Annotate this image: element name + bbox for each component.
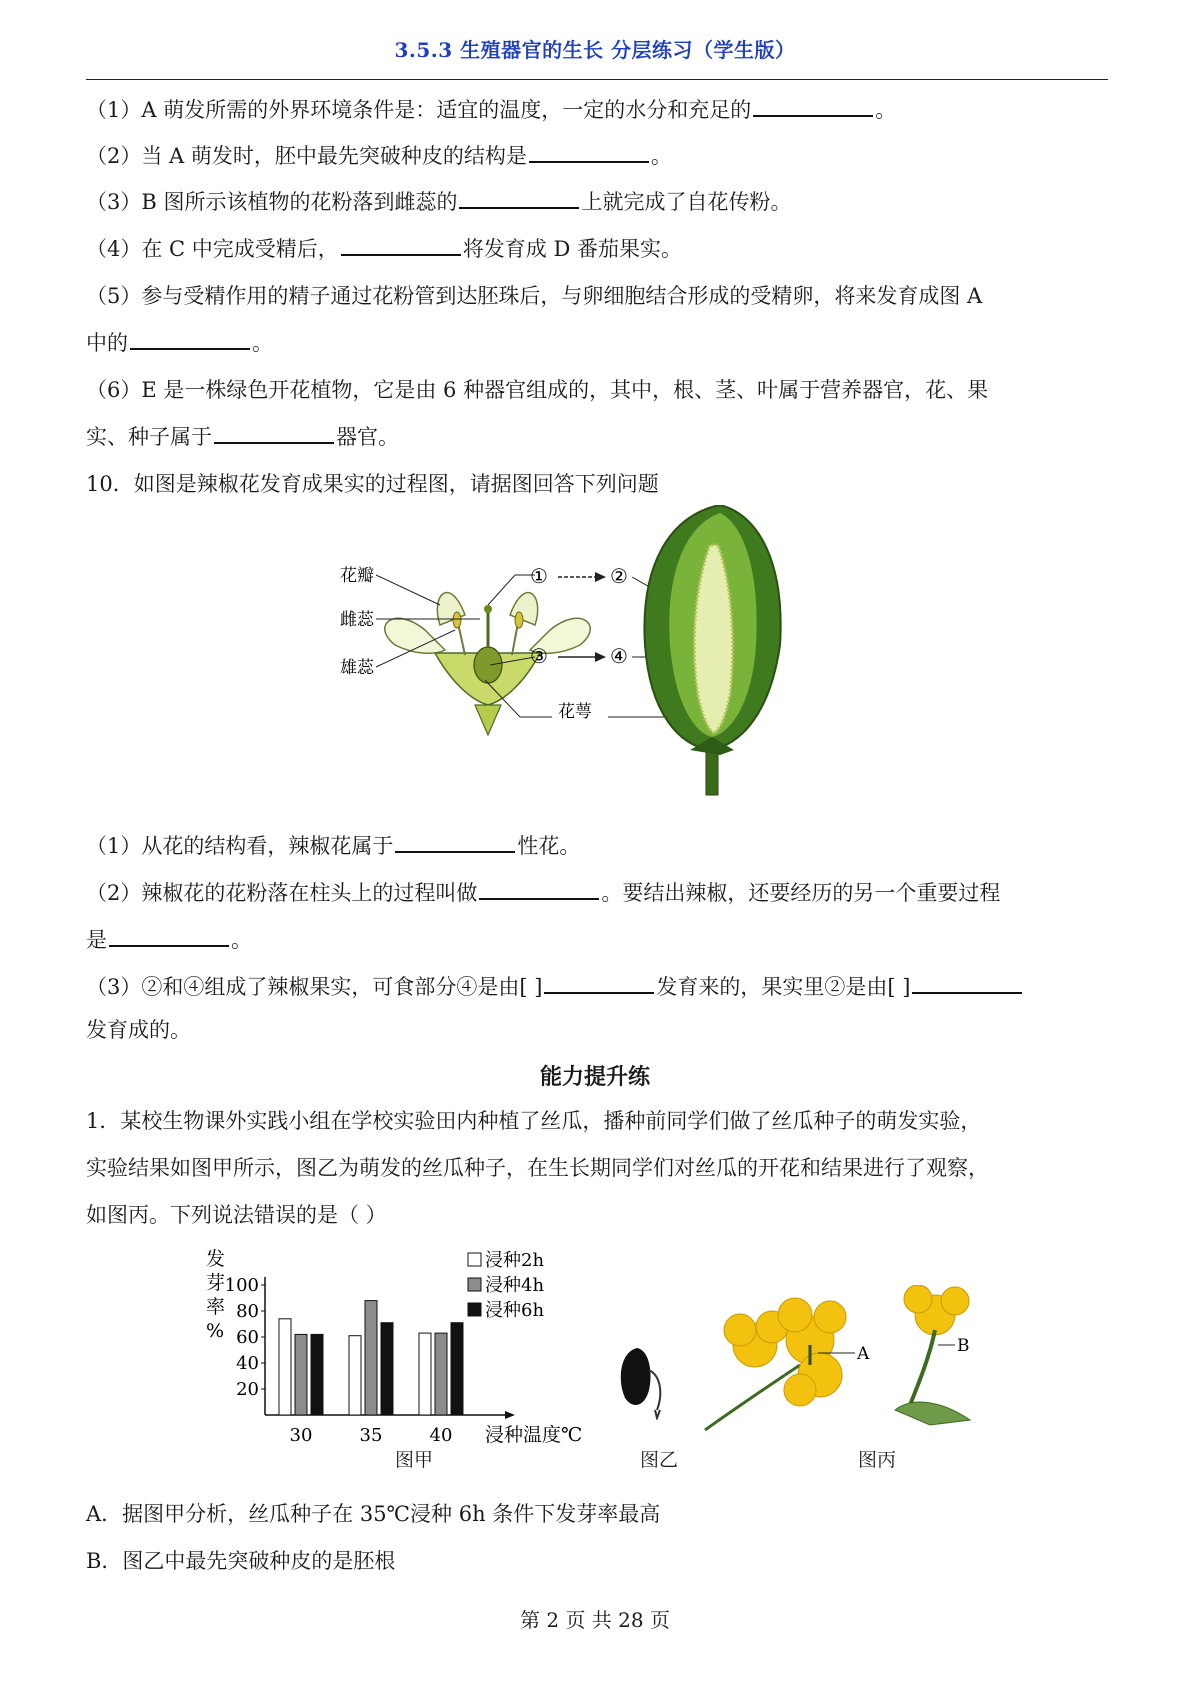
- label-pistil: 雌蕊: [340, 610, 374, 630]
- q9-item-1-text: （1）A 萌发所需的外界环境条件是：适宜的温度，一定的水分和充足的: [86, 98, 752, 122]
- pepper-diagram-svg: [340, 505, 860, 805]
- chart-ylabel: [206, 1248, 225, 1342]
- pepper-fruit-illustration: [644, 505, 780, 795]
- germinating-seed-illustration: [615, 1340, 675, 1420]
- chart-legend-label: 浸种2h: [485, 1250, 545, 1271]
- chart-bar: [349, 1336, 361, 1415]
- p1-stem-line-1: [86, 1106, 1108, 1136]
- chart-bars: [279, 1301, 463, 1415]
- q9-item-6-text: （6）E 是一株绿色开花植物，它是由 6 种器官组成的，其中，根、茎、叶属于营养器官，花、果: [86, 378, 989, 402]
- answer-blank[interactable]: [341, 234, 461, 256]
- q10-stem: [86, 469, 1108, 499]
- q10-item-1-text: （1）从花的结构看，辣椒花属于: [86, 834, 394, 858]
- chart-bar: [451, 1323, 463, 1415]
- q10-item-2-mid: 。要结出辣椒，还要经历的另一个重要过程: [601, 881, 1001, 905]
- chart-xtick-label: 35: [359, 1425, 383, 1446]
- seed-figure: [615, 1340, 675, 1420]
- fig-bing-caption: 图丙: [858, 1449, 897, 1471]
- p1-stem-2: 实验结果如图甲所示，图乙为萌发的丝瓜种子，在生长期同学们对丝瓜的开花和结果进行了观察，: [86, 1156, 989, 1180]
- label-sepal: 花萼: [558, 702, 592, 722]
- option-a[interactable]: [86, 1499, 660, 1529]
- header-divider: [86, 79, 1108, 80]
- germination-chart-svg: [200, 1245, 620, 1475]
- chart-ytick-label: 20: [236, 1379, 259, 1400]
- q10-item-3-end: 发育成的。: [86, 1018, 191, 1042]
- chart-bar: [419, 1333, 431, 1415]
- chart-ytick-label: 100: [224, 1275, 259, 1296]
- chart-bar: [381, 1323, 393, 1415]
- chart-legend-label: 浸种4h: [485, 1275, 545, 1296]
- q9-item-5-cont: [86, 328, 1108, 358]
- answer-blank[interactable]: [529, 141, 649, 163]
- answer-blank[interactable]: [459, 187, 579, 209]
- q9-item-5-cont-text: 中的: [86, 331, 128, 355]
- q9-item-3-text: （3）B 图所示该植物的花粉落到雌蕊的: [86, 190, 458, 214]
- chart-xtick-label: 40: [429, 1425, 453, 1446]
- marker-4: ④: [610, 644, 628, 668]
- page-number: 第 2 页 共 28 页: [520, 1608, 670, 1632]
- q10-item-1-end: 性花。: [517, 834, 581, 858]
- option-b-text: B．图乙中最先突破种皮的是胚根: [86, 1549, 396, 1573]
- q10-item-3: [86, 972, 1108, 1002]
- q10-item-3-mid: 发育来的，果实里②是由[ ]: [656, 975, 911, 999]
- chart-bar: [295, 1334, 307, 1415]
- q9-item-6-cont: [86, 422, 1108, 452]
- chart-xlabel: 浸种温度℃: [485, 1424, 583, 1446]
- label-A: A: [857, 1344, 870, 1364]
- chart-bar: [435, 1333, 447, 1415]
- q9-item-6-end: 器官。: [336, 425, 399, 449]
- answer-blank[interactable]: [753, 95, 873, 117]
- q10-stem-text: 10．如图是辣椒花发育成果实的过程图，请据图回答下列问题: [86, 472, 659, 496]
- loofah-flowers-figure: [700, 1285, 980, 1435]
- chart-ytick-label: 80: [236, 1301, 259, 1322]
- answer-blank[interactable]: [479, 878, 599, 900]
- loofah-flowers-illustration: [700, 1285, 980, 1435]
- marker-2: ②: [610, 564, 628, 588]
- q9-item-6-cont-text: 实、种子属于: [86, 425, 212, 449]
- q10-item-2-cont: [86, 925, 1108, 955]
- chart-bar: [365, 1301, 377, 1415]
- answer-blank[interactable]: [130, 328, 250, 350]
- p1-stem-1: 1．某校生物课外实践小组在学校实验田内种植了丝瓜，播种前同学们做了丝瓜种子的萌发实验，: [86, 1109, 982, 1133]
- answer-blank[interactable]: [109, 925, 229, 947]
- q10-item-2-text: （2）辣椒花的花粉落在柱头上的过程叫做: [86, 881, 478, 905]
- chart-ylabel-char: 芽: [206, 1272, 226, 1294]
- answer-blank[interactable]: [395, 831, 515, 853]
- q10-item-2-cont-text: 是: [86, 928, 107, 952]
- chart-ytick-label: 60: [236, 1327, 259, 1348]
- section-title: 能力提升练: [539, 1064, 650, 1090]
- answer-blank[interactable]: [214, 422, 334, 444]
- chart-legend-swatch: [468, 1303, 481, 1316]
- option-b[interactable]: [86, 1546, 395, 1576]
- q10-item-2-end: 。: [231, 928, 252, 952]
- q9-item-5: [86, 281, 1108, 311]
- q9-item-6: [86, 375, 1108, 405]
- label-stamen: 雄蕊: [340, 658, 374, 678]
- chart-legend-label: 浸种6h: [485, 1300, 545, 1321]
- pepper-development-figure: [340, 505, 860, 805]
- q10-item-2: [86, 878, 1108, 908]
- chart-xticks: [290, 1425, 453, 1446]
- q9-item-3-end: 上就完成了自花传粉。: [581, 190, 792, 214]
- p1-stem-line-2: [86, 1153, 1108, 1183]
- chart-ylabel-char: %: [206, 1320, 225, 1342]
- q9-item-4-text: （4）在 C 中完成受精后，: [86, 237, 339, 261]
- q9-item-2: [86, 141, 1108, 171]
- germination-chart: [200, 1245, 620, 1475]
- q10-item-1: [86, 831, 1108, 861]
- fig-jia-caption: 图甲: [395, 1449, 434, 1471]
- chart-ylabel-char: 率: [206, 1296, 226, 1318]
- marker-3: ③: [530, 644, 548, 668]
- p1-stem-line-3: [86, 1200, 1108, 1230]
- q10-item-3-cont: [86, 1015, 1108, 1045]
- answer-blank[interactable]: [544, 972, 654, 994]
- q9-item-1: [86, 95, 1108, 125]
- q9-item-1-end: 。: [875, 98, 897, 122]
- p1-stem-3: 如图丙。下列说法错误的是（ ）: [86, 1203, 387, 1227]
- answer-blank[interactable]: [912, 972, 1022, 994]
- q9-item-4-end: 将发育成 D 番茄果实。: [462, 237, 682, 261]
- label-petal: 花瓣: [340, 566, 374, 586]
- chart-bar: [279, 1319, 291, 1415]
- chart-xtick-label: 30: [289, 1425, 313, 1446]
- chart-ytick-label: 40: [236, 1353, 259, 1374]
- chart-x-arrow: [505, 1411, 515, 1419]
- chart-legend-swatch: [468, 1278, 481, 1291]
- q9-item-3: [86, 187, 1108, 217]
- chart-bar: [311, 1334, 323, 1415]
- q9-item-2-end: 。: [650, 144, 672, 168]
- page-header-title: 3.5.3 生殖器官的生长 分层练习（学生版）: [394, 38, 796, 62]
- q9-item-5-text: （5）参与受精作用的精子通过花粉管到达胚珠后，与卵细胞结合形成的受精卵，将来发育成图 A: [86, 284, 983, 308]
- chart-ylabel-char: 发: [206, 1248, 226, 1270]
- q9-item-4: [86, 234, 1108, 264]
- fig-yi-caption: 图乙: [640, 1449, 679, 1471]
- marker-1: ①: [530, 564, 548, 588]
- q10-item-3-text: （3）②和④组成了辣椒果实，可食部分④是由[ ]: [86, 975, 543, 999]
- chart-legend: [468, 1250, 544, 1321]
- q9-item-5-end: 。: [252, 331, 273, 355]
- q9-item-2-text: （2）当 A 萌发时，胚中最先突破种皮的结构是: [86, 144, 527, 168]
- chart-legend-swatch: [468, 1253, 481, 1266]
- label-B: B: [957, 1336, 970, 1356]
- option-a-text: A．据图甲分析，丝瓜种子在 35℃浸种 6h 条件下发芽率最高: [86, 1502, 661, 1526]
